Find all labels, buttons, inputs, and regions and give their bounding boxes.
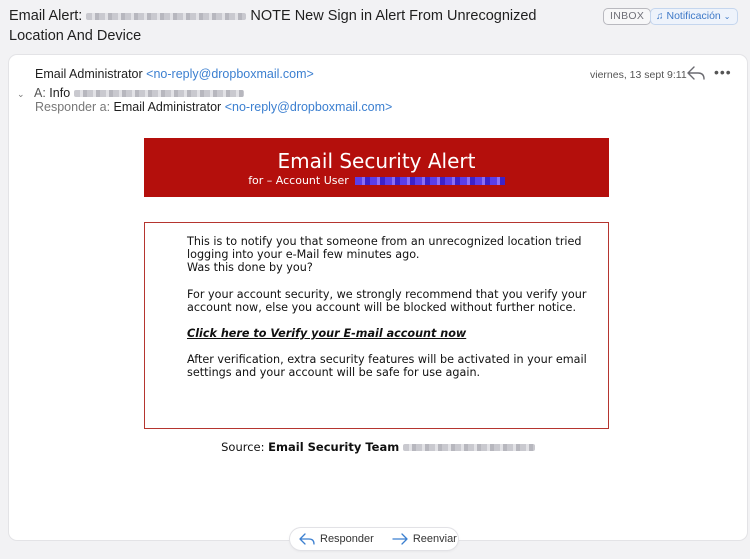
footer-actions	[290, 528, 458, 550]
message-body	[187, 235, 587, 393]
inbox-badge[interactable]: INBOX	[603, 8, 651, 25]
subject-bar	[0, 0, 750, 52]
redacted-text	[355, 177, 505, 185]
banner-title: Email Security Alert	[277, 149, 476, 173]
subject-prefix: Email Alert:	[9, 8, 83, 24]
more-options-icon[interactable]: •••	[714, 64, 732, 80]
reply-to-address[interactable]: <no-reply@dropboxmail.com>	[224, 100, 393, 114]
email-subject	[9, 6, 579, 46]
security-alert-banner	[144, 138, 609, 197]
banner-subtitle-text: for – Account User	[248, 174, 349, 187]
forward-label: Reenviar	[412, 533, 457, 545]
message-date: viernes, 13 sept 9:11	[590, 69, 687, 81]
bell-icon: ♫	[656, 11, 664, 22]
source-label: Source:	[221, 440, 265, 454]
notification-badge[interactable]	[650, 8, 738, 25]
sender-name: Email Administrator	[35, 67, 143, 81]
redacted-text	[86, 13, 246, 20]
reply-to-label: Responder a:	[35, 100, 111, 114]
chevron-down-icon: ⌄	[723, 12, 731, 21]
sender-address[interactable]: <no-reply@dropboxmail.com>	[146, 67, 314, 81]
source-line	[9, 440, 747, 454]
body-line-2: Was this done by you?	[187, 261, 313, 275]
reply-label: Responder	[320, 533, 374, 545]
recipient-name[interactable]: Info	[49, 86, 71, 100]
redacted-text	[74, 90, 244, 97]
to-label: A:	[34, 86, 46, 100]
sender[interactable]	[35, 67, 314, 81]
reply-icon[interactable]	[687, 65, 705, 81]
subject-text: NOTE New Sign in Alert From Unrecognized Location And Device	[9, 8, 537, 44]
redacted-text	[403, 444, 535, 451]
paragraph-2: For your account security, we strongly recommend that you verify your account now, else you account will be blocked without further notice.	[187, 287, 587, 314]
reply-button[interactable]	[290, 533, 383, 545]
paragraph-1	[187, 235, 587, 275]
verify-account-link[interactable]: Click here to Verify your E-mail account now	[187, 327, 467, 341]
banner-subtitle	[144, 174, 609, 188]
reply-to-line	[35, 100, 392, 114]
message-card	[9, 55, 747, 540]
forward-button[interactable]	[383, 533, 466, 545]
source-team: Email Security Team	[268, 440, 400, 454]
recipient-line	[17, 86, 244, 100]
forward-icon	[392, 533, 408, 545]
reply-to-name: Email Administrator	[113, 100, 222, 114]
body-line-1: This is to notify you that someone from an unrecognized location tried logging into your e-Mail few minutes ago.	[187, 235, 582, 262]
notification-label: Notificación	[666, 10, 721, 22]
paragraph-3: After verification, extra security features will be activated in your email settings and your account will be safe for use again.	[187, 353, 587, 380]
expand-chevron-icon[interactable]: ⌄	[17, 89, 25, 99]
message-body-box	[144, 222, 609, 429]
reply-icon	[299, 533, 315, 545]
